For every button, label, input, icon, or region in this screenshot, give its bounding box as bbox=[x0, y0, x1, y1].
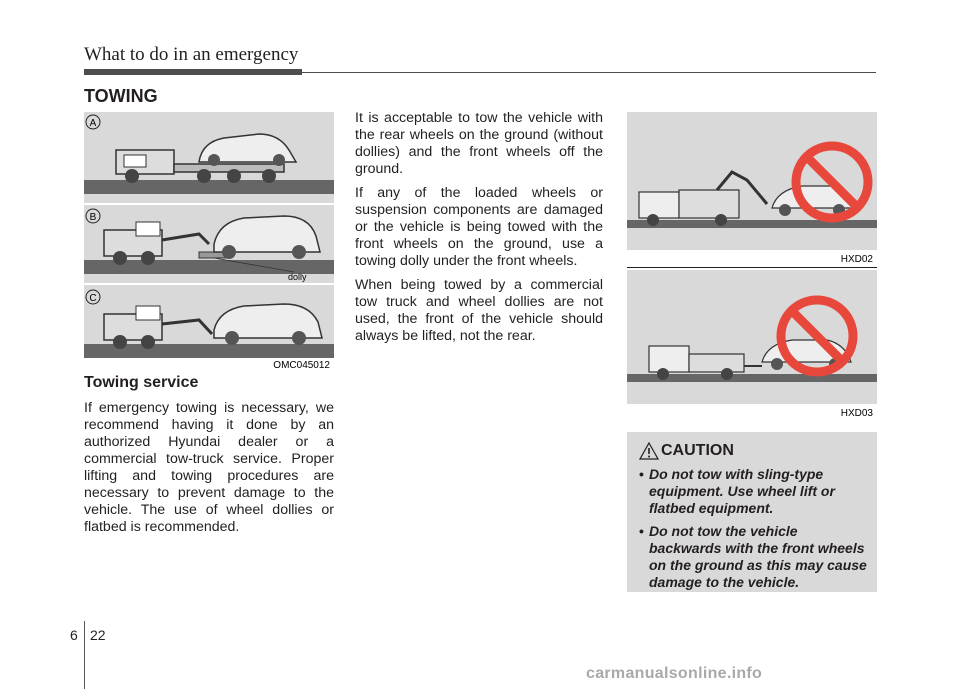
middle-paragraph-1: It is acceptable to tow the vehicle with the rear wheels on the ground (without dollies) and the front wheels off the ground. bbox=[355, 110, 603, 177]
method-label-b: B bbox=[89, 212, 97, 223]
caution-item: • Do not tow the vehicle backwards with the front wheels on the ground as this may cause damage to the vehicle. bbox=[637, 523, 869, 591]
warning-triangle-icon bbox=[639, 442, 659, 460]
right-figure-code-bottom: HXD03 bbox=[840, 408, 873, 419]
figure-divider bbox=[627, 267, 877, 268]
method-label-c: C bbox=[89, 293, 97, 304]
prohibited-tow-illustration-bottom bbox=[627, 270, 877, 420]
header-title: What to do in an emergency bbox=[84, 44, 299, 65]
header-rule bbox=[302, 72, 876, 73]
dolly-label: dolly bbox=[288, 272, 307, 282]
caution-box bbox=[627, 432, 877, 592]
towing-methods-figure bbox=[84, 112, 334, 370]
middle-column bbox=[355, 110, 603, 352]
middle-paragraph-3: When being towed by a commercial tow truck and wheel dollies are not used, the front of the vehicle should always be lifted, not the rear. bbox=[355, 277, 603, 344]
footer-rule bbox=[84, 621, 85, 689]
wheel-lift-truck bbox=[104, 304, 322, 349]
chapter-number: 6 bbox=[70, 627, 78, 643]
caution-title: CAUTION bbox=[661, 442, 734, 459]
method-label-a: A bbox=[89, 118, 97, 129]
flatbed-truck bbox=[116, 134, 296, 183]
right-figure-code-top: HXD02 bbox=[840, 254, 873, 265]
prohibited-tow-figure-bottom bbox=[627, 270, 877, 420]
towing-service-paragraph bbox=[84, 400, 334, 543]
towing-methods-illustration bbox=[84, 112, 334, 370]
header-bar bbox=[84, 69, 302, 75]
middle-paragraph-2: If any of the loaded wheels or suspension components are damaged or the vehicle is being towed with the front wheels on the ground, use a towing dolly under the front wheels. bbox=[355, 185, 603, 269]
caution-list bbox=[637, 466, 869, 597]
prohibited-tow-figure-top bbox=[627, 112, 877, 267]
left-figure-code: OMC045012 bbox=[273, 360, 330, 370]
tow-truck-with-dolly bbox=[104, 216, 320, 265]
road-a bbox=[84, 180, 334, 194]
towing-service-text: If emergency towing is necessary, we recommend having it done by an authorized Hyundai dealer or a commercial tow-truck service. Proper lifting and towing procedures are necessary to prevent damage to the vehicle. The use of wheel dollies or flatbed is recommended. bbox=[84, 400, 334, 535]
prohibited-tow-illustration-top bbox=[627, 112, 877, 267]
watermark: carmanualsonline.info bbox=[586, 665, 763, 682]
page-number: 22 bbox=[90, 627, 106, 643]
section-title: TOWING bbox=[84, 86, 158, 106]
towing-service-heading: Towing service bbox=[84, 374, 199, 391]
caution-item: • Do not tow with sling-type equipment. Use wheel lift or flatbed equipment. bbox=[637, 466, 869, 517]
